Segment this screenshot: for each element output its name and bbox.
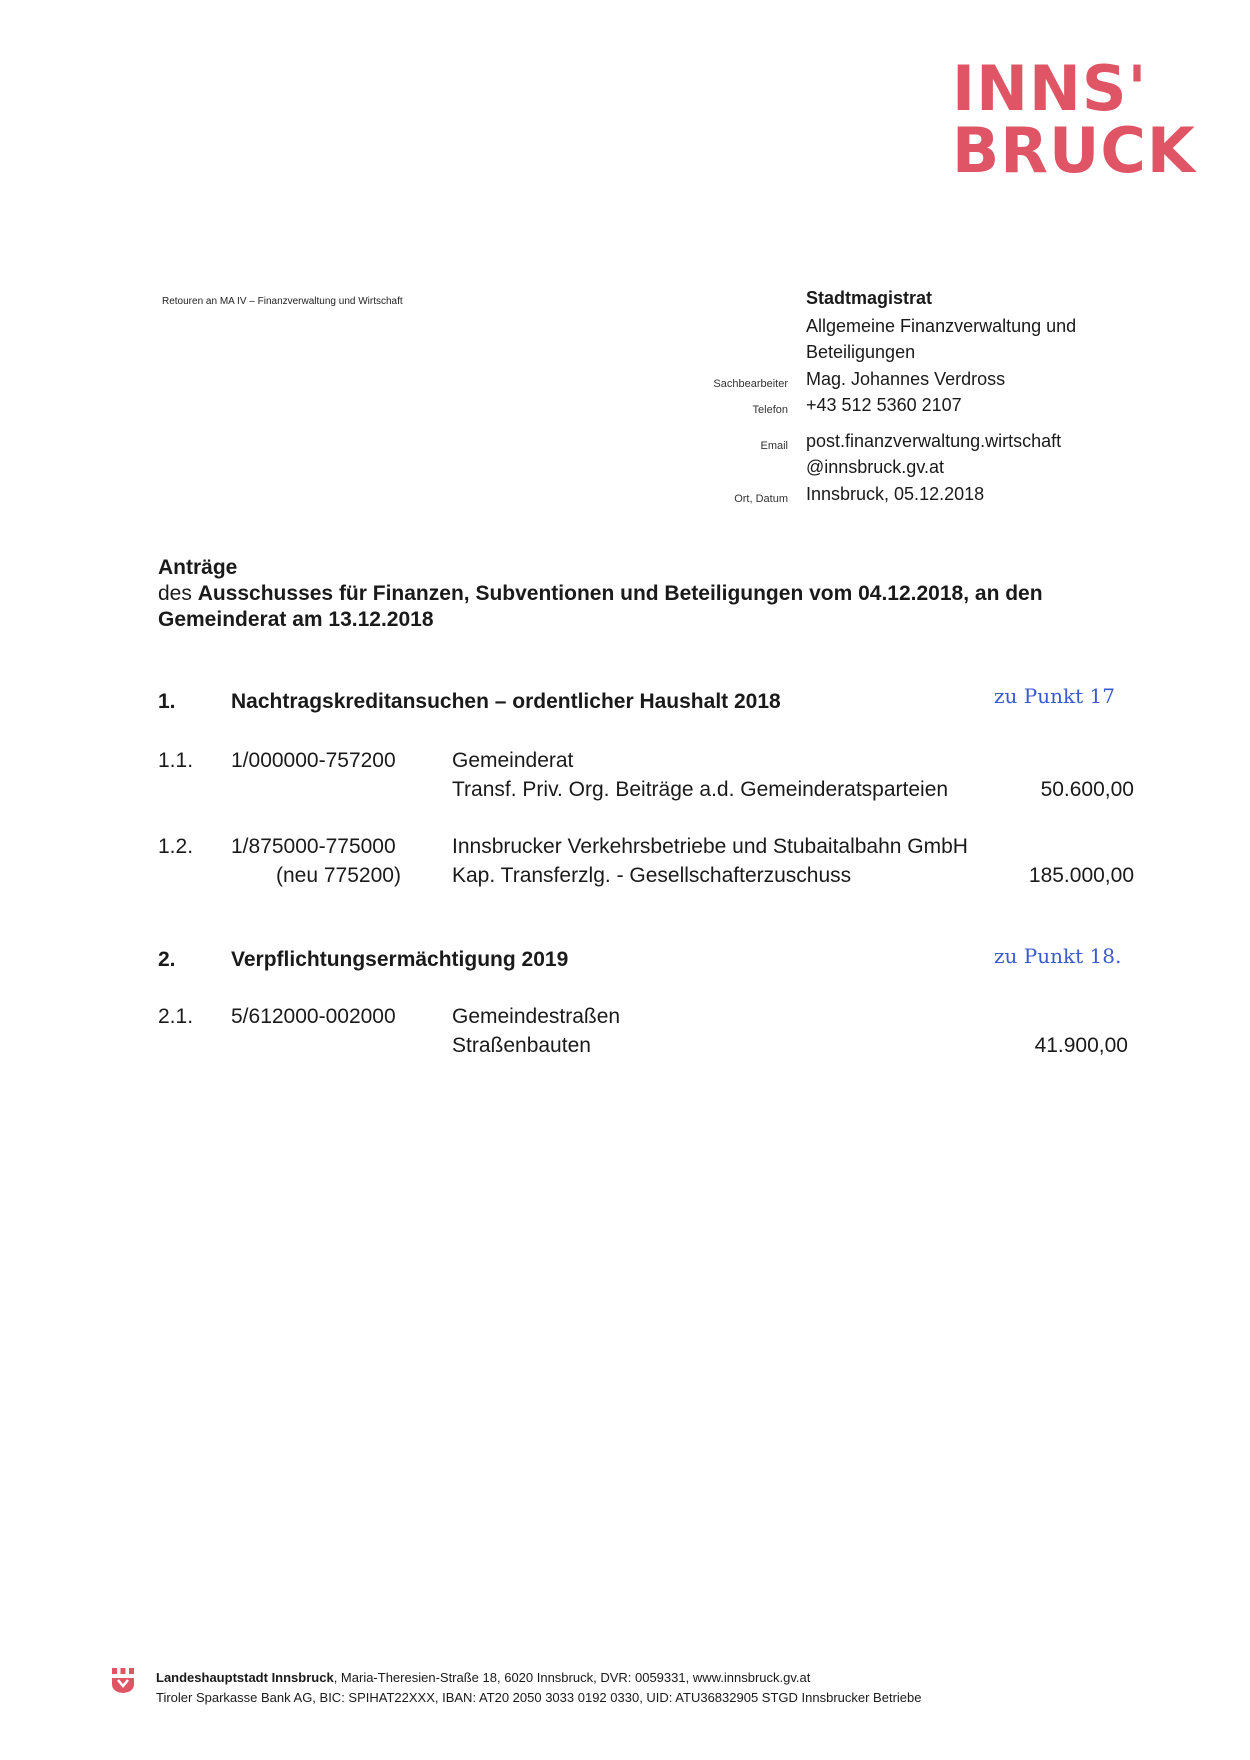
clerk-name: Mag. Johannes Verdross — [806, 369, 1006, 389]
section-2-title: Verpflichtungsermächtigung 2019 — [231, 948, 569, 971]
item-1-1-amount: 50.600,00 — [1040, 778, 1134, 801]
subtitle-prefix: des — [158, 582, 198, 605]
item-1-2-number: 1.2. — [158, 835, 194, 858]
item-2-1-number: 2.1. — [158, 1005, 194, 1028]
item-2-1-amount: 41.900,00 — [1034, 1034, 1128, 1057]
item-2-1-desc-1: Gemeindestraßen — [452, 1005, 621, 1028]
coat-of-arms-icon — [110, 1666, 136, 1694]
item-1-2-amount: 185.000,00 — [1028, 864, 1134, 887]
item-1-2-desc-2: Kap. Transferzlg. - Gesellschafterzuschuss — [452, 864, 852, 887]
sender-department-1: Allgemeine Finanzverwaltung und — [806, 316, 1077, 336]
section-1-number: 1. — [158, 690, 176, 713]
logo-line-1: INNS' — [952, 52, 1148, 125]
section-2-note: zu Punkt 18. — [994, 944, 1122, 968]
email-label: Email — [760, 440, 788, 452]
email-line-1: post.finanzverwaltung.wirtschaft — [806, 431, 1062, 451]
item-2-1-desc-2: Straßenbauten — [452, 1034, 591, 1057]
section-1-title: Nachtragskreditansuchen – ordentlicher Haushalt 2018 — [231, 690, 781, 713]
phone-value: +43 512 5360 2107 — [806, 395, 962, 415]
clerk-label: Sachbearbeiter — [713, 378, 788, 390]
item-1-1-desc-1: Gemeinderat — [452, 749, 574, 772]
place-date-label: Ort, Datum — [734, 493, 788, 505]
email-line-2: @innsbruck.gv.at — [806, 457, 944, 477]
phone-label: Telefon — [752, 404, 788, 416]
place-date-value: Innsbruck, 05.12.2018 — [806, 484, 985, 504]
item-1-1-number: 1.1. — [158, 749, 194, 772]
document-heading: Anträge — [158, 556, 238, 579]
section-1-note: zu Punkt 17 — [994, 684, 1115, 708]
item-1-2-account: 1/875000-775000 — [231, 835, 396, 858]
item-1-2-account-note: (neu 775200) — [276, 864, 401, 887]
document-subtitle-2: Gemeinderat am 13.12.2018 — [158, 608, 434, 631]
footer-city: Landeshauptstadt Innsbruck — [156, 1670, 334, 1685]
section-2-number: 2. — [158, 948, 176, 971]
city-logo — [952, 52, 1196, 187]
item-2-1-account: 5/612000-002000 — [231, 1005, 396, 1028]
subtitle-bold: Ausschusses für Finanzen, Subventionen und Beteiligungen vom 04.12.2018, an den — [197, 582, 1043, 605]
item-1-2-desc-1: Innsbrucker Verkehrsbetriebe und Stubaitalbahn GmbH — [452, 835, 968, 858]
footer-line-1 — [156, 1670, 810, 1685]
sender-office: Stadtmagistrat — [806, 288, 933, 308]
item-1-1-desc-2: Transf. Priv. Org. Beiträge a.d. Gemeinderatsparteien — [452, 778, 949, 801]
sender-department-2: Beteiligungen — [806, 342, 916, 362]
item-1-1-account: 1/000000-757200 — [231, 749, 396, 772]
document-subtitle — [158, 582, 1043, 606]
footer-line-2: Tiroler Sparkasse Bank AG, BIC: SPIHAT22XXX, IBAN: AT20 2050 3033 0192 0330, UID: ATU36832905 STGD Innsbrucker Betriebe — [156, 1690, 922, 1705]
footer-address: , Maria-Theresien-Straße 18, 6020 Innsbruck, DVR: 0059331, www.innsbruck.gv.at — [333, 1670, 811, 1685]
return-address: Retouren an MA IV – Finanzverwaltung und Wirtschaft — [162, 296, 403, 307]
logo-line-2: BRUCK — [952, 114, 1196, 187]
